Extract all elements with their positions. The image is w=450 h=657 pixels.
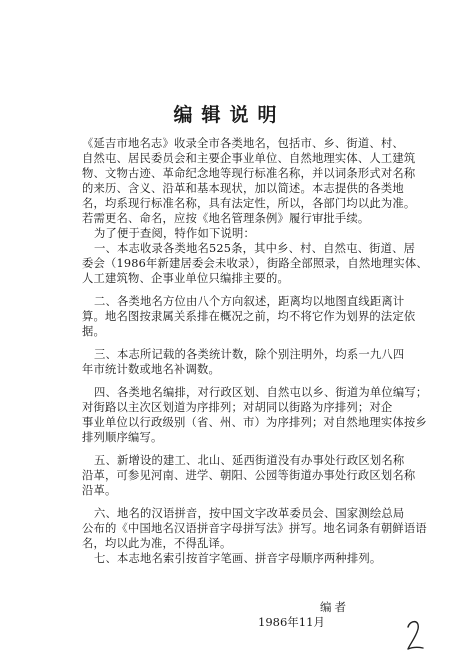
author-signature: 编者: [320, 600, 349, 614]
item-7-line-1: 七、本志地名索引按首字笔画、拼音字母顺序两种排列。: [94, 552, 382, 565]
preface-line: 为了便于查阅，特作如下说明：: [94, 227, 255, 240]
item-1-line-2: 委会（1986年新建居委会未收录），街路全部照录，自然地理实体、: [82, 257, 428, 270]
item-2-line-3: 据。: [82, 325, 105, 338]
item-5-line-3: 沿革。: [82, 484, 117, 497]
item-4-line-4: 排列顺序编写。: [82, 431, 163, 444]
item-3-line-2: 年市统计数或地名补调数。: [82, 363, 220, 376]
item-5-line-1: 五、新增设的建工、北山、延西街道没有办事处行政区划名称: [94, 454, 405, 467]
item-6-line-3: 名，均以此为准，不得乱译。: [82, 537, 232, 550]
document-body: [82, 136, 428, 566]
item-5-line-2: 沿革，可参见河南、进学、朝阳、公园等街道办事处行政区划名称: [82, 469, 416, 482]
item-2-line-1: 二、各类地名方位由八个方向叙述，距离均以地图直线距离计: [94, 295, 405, 308]
item-3-line-1: 三、本志所记载的各类统计数，除个别注明外，均系一九八四: [94, 348, 405, 361]
item-4-line-3: 事业单位以行政级别（省、州、市）为序排列；对自然地理实体按乡: [82, 416, 427, 429]
item-4-line-2: 对街路以主次区划道为序排列；对胡同以街路为序排列；对企: [82, 401, 393, 414]
item-1-line-3: 人工建筑物、企事业单位只编排主要的。: [82, 272, 289, 285]
item-6-line-2: 公布的《中国地名汉语拼音字母拼写法》拼写。地名词条有朝鲜语语: [82, 522, 427, 535]
item-2-line-2: 算。地名图按隶属关系排在概况之前，均不将它作为划界的法定依: [82, 310, 416, 323]
item-1-line-1: 一、本志收录各类地名525条，其中乡、村、自然屯、街道、居: [94, 242, 416, 255]
handwritten-page-mark: [405, 618, 425, 652]
item-4-line-1: 四、各类地名编排，对行政区划、自然屯以乡、街道为单位编写；: [94, 386, 428, 399]
intro-line-2: 自然屯、居民委员会和主要企事业单位、自然地理实体、人工建筑: [82, 152, 416, 165]
page-title: 编辑说明: [173, 104, 286, 126]
intro-line-1: 《延吉市地名志》收录全市各类地名，包括市、乡、街道、村、: [82, 137, 404, 150]
intro-line-5: 名，均系现行标准名称，具有法定性，所以，各部门均以此为准。: [82, 197, 416, 210]
item-6-line-1: 六、地名的汉语拼音，按中国文字改革委员会、国家测绘总局: [94, 507, 405, 520]
intro-line-3: 物、文物古迹、革命纪念地等现行标准名称，并以词条形式对名称: [82, 167, 416, 180]
intro-line-6: 若需更名、命名，应按《地名管理条例》履行审批手续。: [82, 212, 370, 225]
signature-date: 1986年11月: [258, 615, 325, 629]
intro-line-4: 的来历、含义、沿革和基本现状，加以简述。本志提供的各类地: [82, 182, 404, 195]
